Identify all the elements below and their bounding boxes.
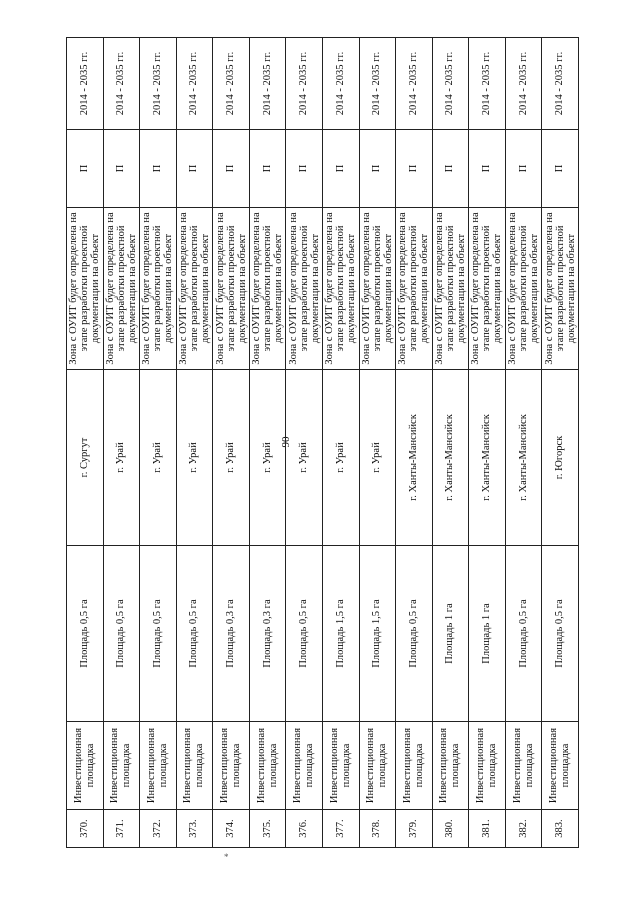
code-cell xyxy=(322,130,359,208)
row-number-text: 380. xyxy=(444,819,456,838)
row-number-cell xyxy=(67,810,104,848)
code-text: П xyxy=(298,164,310,173)
row-number-cell xyxy=(213,810,250,848)
row-number-text: 374. xyxy=(225,819,237,838)
object-type-cell xyxy=(432,722,469,810)
period-cell xyxy=(542,38,579,130)
row-number-cell xyxy=(103,810,140,848)
row-number-cell xyxy=(322,810,359,848)
area-cell xyxy=(505,546,542,722)
table-row xyxy=(286,38,323,848)
area-cell xyxy=(103,546,140,722)
area-text: Площадь 0,5 га xyxy=(115,599,127,668)
location-text: г. Урай xyxy=(188,442,200,473)
area-text: Площадь 1,5 га xyxy=(371,599,383,668)
code-cell xyxy=(249,130,286,208)
period-text: 2014 - 2035 гг. xyxy=(188,51,200,116)
table-row xyxy=(396,38,433,848)
zone-description-text: Зона с ОУИТ будет определена на этапе разработки проектной документации на объект xyxy=(324,212,358,365)
object-type-cell xyxy=(542,722,579,810)
row-number-cell xyxy=(505,810,542,848)
period-text: 2014 - 2035 гг. xyxy=(480,51,492,116)
period-cell xyxy=(213,38,250,130)
zone-description-text: Зона с ОУИТ будет определена на этапе разработки проектной документации на объект xyxy=(104,212,138,365)
object-type-text: Инвестиционная площадка xyxy=(145,727,169,804)
area-text: Площадь 0,5 га xyxy=(151,599,163,668)
period-cell xyxy=(103,38,140,130)
zone-description-cell xyxy=(213,208,250,370)
area-text: Площадь 0,5 га xyxy=(298,599,310,668)
object-type-text: Инвестиционная площадка xyxy=(438,727,462,804)
object-type-cell xyxy=(176,722,213,810)
object-type-cell xyxy=(67,722,104,810)
location-cell xyxy=(396,370,433,546)
table-row xyxy=(432,38,469,848)
object-type-text: Инвестиционная площадка xyxy=(292,727,316,804)
object-type-cell xyxy=(505,722,542,810)
period-text: 2014 - 2035 гг. xyxy=(225,51,237,116)
period-cell xyxy=(286,38,323,130)
zone-description-cell xyxy=(249,208,286,370)
period-text: 2014 - 2035 гг. xyxy=(407,51,419,116)
location-text: г. Урай xyxy=(261,442,273,473)
row-number-text: 379. xyxy=(407,819,419,838)
location-text: г. Урай xyxy=(115,442,127,473)
table-row xyxy=(103,38,140,848)
period-cell xyxy=(396,38,433,130)
object-type-text: Инвестиционная площадка xyxy=(365,727,389,804)
rotated-table-container xyxy=(66,38,579,848)
zone-description-cell xyxy=(542,208,579,370)
period-text: 2014 - 2035 гг. xyxy=(334,51,346,116)
location-cell xyxy=(505,370,542,546)
code-text: П xyxy=(78,164,90,173)
row-number-text: 378. xyxy=(371,819,383,838)
object-type-cell xyxy=(396,722,433,810)
zone-description-cell xyxy=(505,208,542,370)
table-row xyxy=(249,38,286,848)
location-cell xyxy=(542,370,579,546)
table-row xyxy=(359,38,396,848)
code-cell xyxy=(359,130,396,208)
area-cell xyxy=(140,546,177,722)
table-row xyxy=(213,38,250,848)
code-cell xyxy=(213,130,250,208)
zone-description-text: Зона с ОУИТ будет определена на этапе разработки проектной документации на объект xyxy=(360,212,394,365)
period-cell xyxy=(469,38,506,130)
area-text: Площадь 0,3 га xyxy=(225,599,237,668)
zone-description-cell xyxy=(67,208,104,370)
location-cell xyxy=(359,370,396,546)
row-number-cell xyxy=(542,810,579,848)
code-cell xyxy=(432,130,469,208)
zone-description-text: Зона с ОУИТ будет определена на этапе разработки проектной документации на объект xyxy=(397,212,431,365)
zone-description-text: Зона с ОУИТ будет определена на этапе разработки проектной документации на объект xyxy=(507,212,541,365)
object-type-cell xyxy=(469,722,506,810)
object-type-text: Инвестиционная площадка xyxy=(511,727,535,804)
location-cell xyxy=(286,370,323,546)
location-cell xyxy=(322,370,359,546)
code-text: П xyxy=(188,164,200,173)
zone-description-text: Зона с ОУИТ будет определена на этапе разработки проектной документации на объект xyxy=(214,212,248,365)
object-type-cell xyxy=(213,722,250,810)
location-text: г. Ханты-Мансийск xyxy=(480,414,492,501)
code-text: П xyxy=(444,164,456,173)
area-text: Площадь 0,5 га xyxy=(517,599,529,668)
object-type-text: Инвестиционная площадка xyxy=(219,727,243,804)
zone-description-cell xyxy=(322,208,359,370)
zone-description-cell xyxy=(396,208,433,370)
code-text: П xyxy=(225,164,237,173)
objects-table xyxy=(66,37,579,848)
area-text: Площадь 1,5 га xyxy=(334,599,346,668)
table-row xyxy=(542,38,579,848)
row-number-cell xyxy=(140,810,177,848)
zone-description-text: Зона с ОУИТ будет определена на этапе разработки проектной документации на объект xyxy=(433,212,467,365)
code-cell xyxy=(469,130,506,208)
zone-description-cell xyxy=(286,208,323,370)
table-row xyxy=(469,38,506,848)
period-text: 2014 - 2035 гг. xyxy=(261,51,273,116)
row-number-text: 372. xyxy=(151,819,163,838)
row-number-cell xyxy=(469,810,506,848)
object-type-cell xyxy=(249,722,286,810)
period-text: 2014 - 2035 гг. xyxy=(517,51,529,116)
period-text: 2014 - 2035 гг. xyxy=(554,51,566,116)
location-text: г. Урай xyxy=(334,442,346,473)
table-row xyxy=(140,38,177,848)
area-cell xyxy=(67,546,104,722)
area-cell xyxy=(249,546,286,722)
area-text: Площадь 0,5 га xyxy=(188,599,200,668)
code-cell xyxy=(103,130,140,208)
object-type-text: Инвестиционная площадка xyxy=(474,727,498,804)
location-text: г. Ханты-Мансийск xyxy=(444,414,456,501)
area-cell xyxy=(469,546,506,722)
object-type-text: Инвестиционная площадка xyxy=(72,727,96,804)
object-type-cell xyxy=(286,722,323,810)
period-cell xyxy=(359,38,396,130)
row-number-cell xyxy=(249,810,286,848)
zone-description-text: Зона с ОУИТ будет определена на этапе разработки проектной документации на объект xyxy=(177,212,211,365)
area-cell xyxy=(396,546,433,722)
zone-description-cell xyxy=(469,208,506,370)
code-text: П xyxy=(115,164,127,173)
area-text: Площадь 0,5 га xyxy=(407,599,419,668)
location-text: г. Сургут xyxy=(78,437,90,478)
zone-description-text: Зона с ОУИТ будет определена на этапе разработки проектной документации на объект xyxy=(470,212,504,365)
location-cell xyxy=(249,370,286,546)
period-text: 2014 - 2035 гг. xyxy=(298,51,310,116)
location-text: г. Урай xyxy=(298,442,310,473)
period-text: 2014 - 2035 гг. xyxy=(78,51,90,116)
code-cell xyxy=(176,130,213,208)
code-text: П xyxy=(334,164,346,173)
code-text: П xyxy=(407,164,419,173)
row-number-text: 383. xyxy=(554,819,566,838)
location-cell xyxy=(432,370,469,546)
scan-mark: * xyxy=(224,852,229,862)
row-number-cell xyxy=(176,810,213,848)
period-cell xyxy=(140,38,177,130)
table-row xyxy=(176,38,213,848)
code-cell xyxy=(542,130,579,208)
row-number-text: 377. xyxy=(334,819,346,838)
code-cell xyxy=(286,130,323,208)
area-text: Площадь 1 га xyxy=(444,603,456,664)
object-type-cell xyxy=(359,722,396,810)
row-number-cell xyxy=(432,810,469,848)
location-text: г. Югорск xyxy=(554,435,566,480)
zone-description-cell xyxy=(140,208,177,370)
location-cell xyxy=(67,370,104,546)
location-cell xyxy=(469,370,506,546)
page-number: 90 xyxy=(280,436,292,448)
row-number-cell xyxy=(286,810,323,848)
object-type-text: Инвестиционная площадка xyxy=(401,727,425,804)
row-number-text: 376. xyxy=(298,819,310,838)
object-type-cell xyxy=(103,722,140,810)
zone-description-text: Зона с ОУИТ будет определена на этапе разработки проектной документации на объект xyxy=(543,212,577,365)
location-text: г. Ханты-Мансийск xyxy=(407,414,419,501)
area-text: Площадь 0,3 га xyxy=(261,599,273,668)
zone-description-cell xyxy=(359,208,396,370)
table-body xyxy=(67,38,579,848)
code-cell xyxy=(67,130,104,208)
table-row xyxy=(322,38,359,848)
area-cell xyxy=(176,546,213,722)
code-text: П xyxy=(261,164,273,173)
period-text: 2014 - 2035 гг. xyxy=(444,51,456,116)
area-text: Площадь 1 га xyxy=(480,603,492,664)
object-type-cell xyxy=(140,722,177,810)
location-cell xyxy=(103,370,140,546)
area-cell xyxy=(286,546,323,722)
code-text: П xyxy=(151,164,163,173)
area-text: Площадь 0,5 га xyxy=(78,599,90,668)
object-type-text: Инвестиционная площадка xyxy=(328,727,352,804)
period-cell xyxy=(505,38,542,130)
object-type-text: Инвестиционная площадка xyxy=(548,727,572,804)
period-text: 2014 - 2035 гг. xyxy=(151,51,163,116)
location-text: г. Урай xyxy=(151,442,163,473)
row-number-text: 373. xyxy=(188,819,200,838)
area-cell xyxy=(359,546,396,722)
zone-description-cell xyxy=(103,208,140,370)
code-text: П xyxy=(371,164,383,173)
area-cell xyxy=(213,546,250,722)
period-cell xyxy=(432,38,469,130)
zone-description-text: Зона с ОУИТ будет определена на этапе разработки проектной документации на объект xyxy=(251,212,285,365)
object-type-cell xyxy=(322,722,359,810)
location-text: г. Урай xyxy=(225,442,237,473)
period-cell xyxy=(322,38,359,130)
location-text: г. Урай xyxy=(371,442,383,473)
period-text: 2014 - 2035 гг. xyxy=(371,51,383,116)
location-cell xyxy=(176,370,213,546)
period-cell xyxy=(176,38,213,130)
area-text: Площадь 0,5 га xyxy=(554,599,566,668)
code-text: П xyxy=(554,164,566,173)
code-cell xyxy=(140,130,177,208)
code-cell xyxy=(396,130,433,208)
row-number-cell xyxy=(359,810,396,848)
object-type-text: Инвестиционная площадка xyxy=(255,727,279,804)
row-number-text: 381. xyxy=(480,819,492,838)
code-text: П xyxy=(517,164,529,173)
period-cell xyxy=(249,38,286,130)
zone-description-text: Зона с ОУИТ будет определена на этапе разработки проектной документации на объект xyxy=(141,212,175,365)
object-type-text: Инвестиционная площадка xyxy=(182,727,206,804)
zone-description-cell xyxy=(176,208,213,370)
zone-description-text: Зона с ОУИТ будет определена на этапе разработки проектной документации на объект xyxy=(287,212,321,365)
code-text: П xyxy=(480,164,492,173)
row-number-text: 370. xyxy=(78,819,90,838)
area-cell xyxy=(322,546,359,722)
row-number-cell xyxy=(396,810,433,848)
object-type-text: Инвестиционная площадка xyxy=(109,727,133,804)
zone-description-text: Зона с ОУИТ будет определена на этапе разработки проектной документации на объект xyxy=(68,212,102,365)
location-text: г. Ханты-Мансийск xyxy=(517,414,529,501)
period-text: 2014 - 2035 гг. xyxy=(115,51,127,116)
row-number-text: 371. xyxy=(115,819,127,838)
row-number-text: 382. xyxy=(517,819,529,838)
table-row xyxy=(505,38,542,848)
code-cell xyxy=(505,130,542,208)
location-cell xyxy=(140,370,177,546)
zone-description-cell xyxy=(432,208,469,370)
location-cell xyxy=(213,370,250,546)
period-cell xyxy=(67,38,104,130)
area-cell xyxy=(542,546,579,722)
row-number-text: 375. xyxy=(261,819,273,838)
area-cell xyxy=(432,546,469,722)
table-row xyxy=(67,38,104,848)
